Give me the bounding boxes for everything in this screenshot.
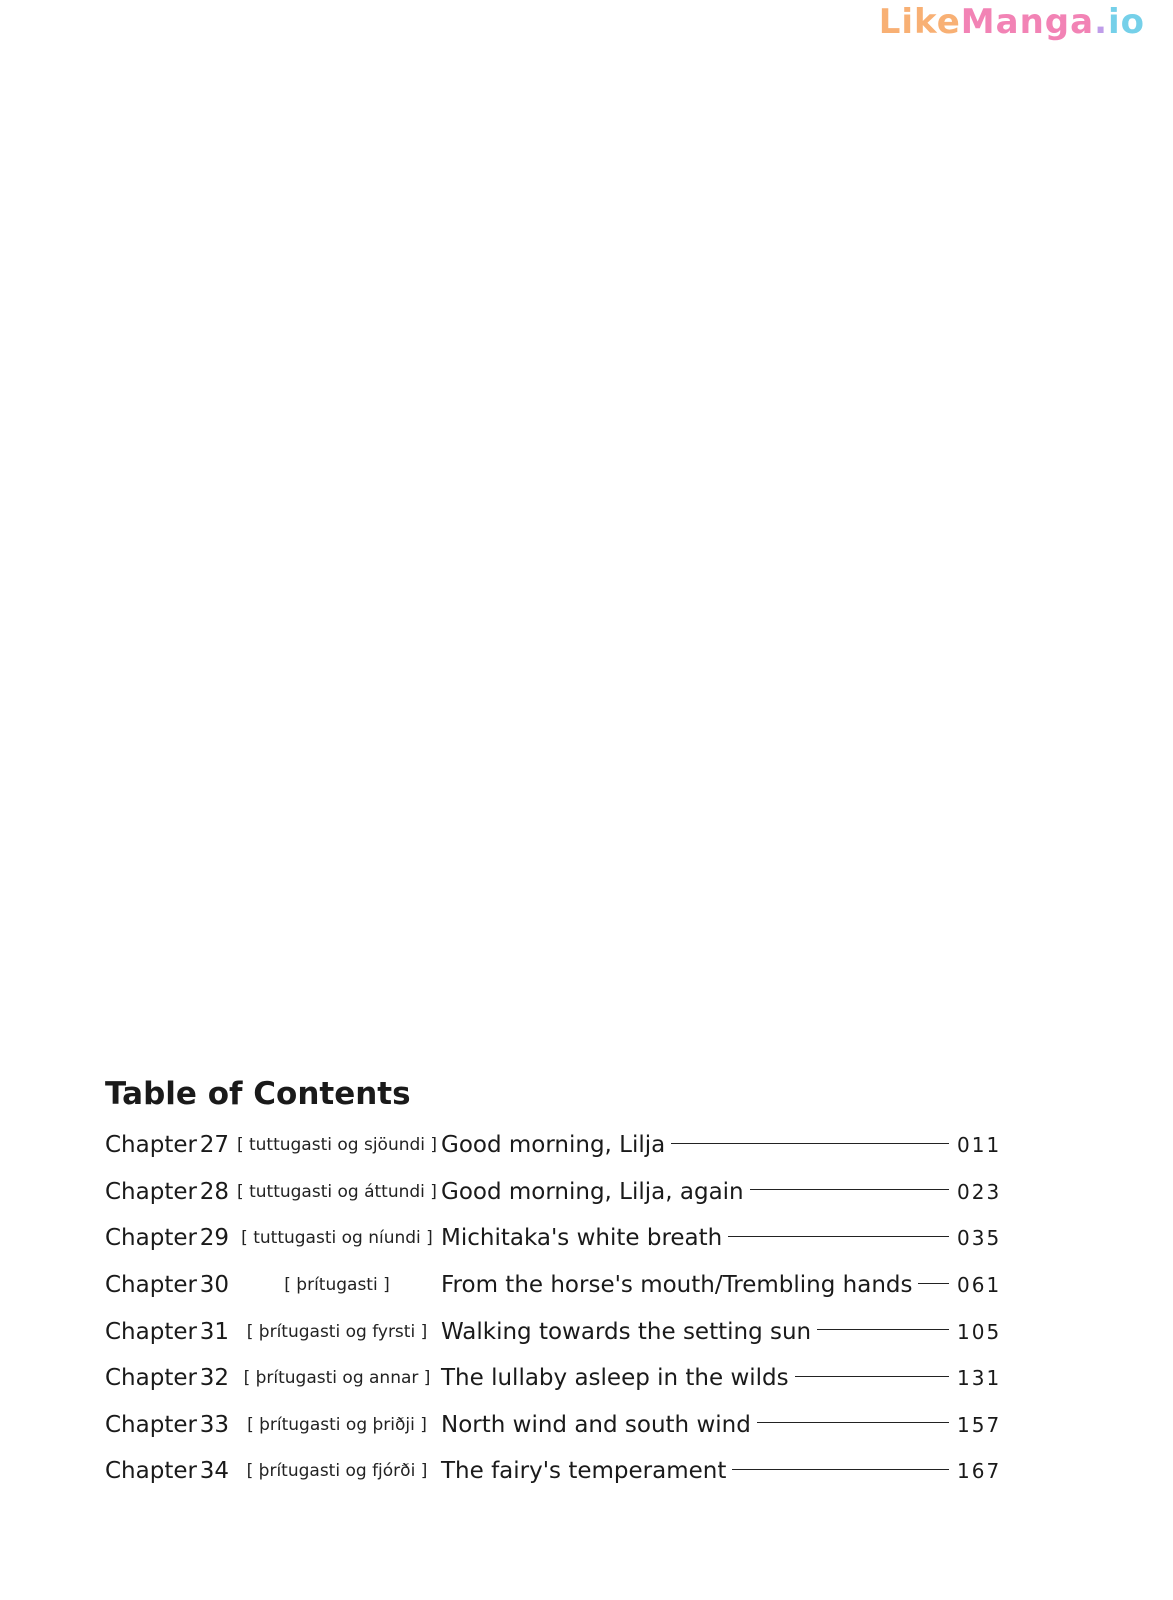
chapter-number: 28 — [199, 1178, 229, 1205]
leader-line — [732, 1469, 949, 1470]
chapter-word: Chapter — [105, 1411, 197, 1438]
chapter-title: Good morning, Lilja, again — [441, 1178, 744, 1205]
toc-entry-33 — [105, 1402, 1005, 1449]
chapter-word: Chapter — [105, 1178, 197, 1205]
chapter-page: 167 — [957, 1459, 1002, 1484]
chapter-label — [105, 1458, 235, 1484]
chapter-page: 023 — [957, 1179, 1002, 1204]
chapter-page: 105 — [957, 1319, 1002, 1344]
chapter-number: 31 — [199, 1318, 229, 1345]
chapter-page: 157 — [957, 1412, 1002, 1437]
toc-entry-30 — [105, 1262, 1005, 1309]
chapter-word: Chapter — [105, 1225, 197, 1252]
watermark-logo — [879, 2, 1145, 42]
chapter-word: Chapter — [105, 1458, 197, 1485]
chapter-title: The lullaby asleep in the wilds — [441, 1365, 789, 1392]
chapter-icelandic: [ tuttugasti og níundi ] — [241, 1228, 433, 1249]
chapter-word: Chapter — [105, 1365, 197, 1392]
leader-line — [795, 1376, 949, 1377]
toc-entry-32 — [105, 1355, 1005, 1402]
toc-entry-31 — [105, 1308, 1005, 1355]
chapter-number: 32 — [199, 1365, 229, 1392]
chapter-word: Chapter — [105, 1318, 197, 1345]
toc-entry-34 — [105, 1448, 1005, 1495]
chapter-title: Good morning, Lilja — [441, 1132, 666, 1159]
watermark-part-like: Like — [878, 2, 961, 42]
chapter-icelandic: [ þrítugasti og þriðji ] — [247, 1414, 427, 1435]
toc-entry-28 — [105, 1169, 1005, 1216]
chapter-label — [105, 1272, 235, 1298]
chapter-icelandic: [ þrítugasti og fyrsti ] — [246, 1321, 428, 1342]
chapter-label — [105, 1412, 235, 1438]
watermark-part-manga: Manga — [960, 2, 1095, 42]
watermark-part-io: io — [1107, 2, 1145, 42]
chapter-title: From the horse's mouth/Trembling hands — [441, 1272, 913, 1299]
chapter-page: 035 — [957, 1226, 1002, 1251]
chapter-number: 30 — [199, 1272, 229, 1299]
toc-title: Table of Contents — [105, 1076, 411, 1112]
chapter-label — [105, 1179, 235, 1205]
chapter-icelandic: [ tuttugasti og sjöundi ] — [236, 1135, 438, 1156]
chapter-number: 34 — [199, 1458, 229, 1485]
leader-line — [750, 1189, 949, 1190]
chapter-icelandic: [ tuttugasti og áttundi ] — [237, 1181, 437, 1202]
watermark-part-dot: . — [1094, 2, 1108, 42]
chapter-icelandic: [ þrítugasti og annar ] — [243, 1368, 431, 1389]
chapter-label — [105, 1319, 235, 1345]
chapter-title: Walking towards the setting sun — [441, 1318, 812, 1345]
chapter-word: Chapter — [105, 1272, 197, 1299]
leader-line — [728, 1236, 949, 1237]
chapter-number: 27 — [199, 1132, 229, 1159]
leader-line — [817, 1329, 949, 1330]
toc-entry-27 — [105, 1122, 1005, 1169]
chapter-title: The fairy's temperament — [441, 1458, 727, 1485]
chapter-label — [105, 1225, 235, 1251]
chapter-word: Chapter — [105, 1132, 197, 1159]
chapter-number: 29 — [199, 1225, 229, 1252]
chapter-label — [105, 1365, 235, 1391]
leader-line — [671, 1143, 949, 1144]
chapter-icelandic: [ þrítugasti og fjórði ] — [246, 1461, 428, 1482]
chapter-page: 131 — [957, 1366, 1002, 1391]
table-of-contents — [105, 1072, 1005, 1495]
chapter-title: Michitaka's white breath — [441, 1225, 723, 1252]
chapter-page: 061 — [957, 1273, 1002, 1298]
leader-line — [757, 1422, 949, 1423]
chapter-label — [105, 1132, 235, 1158]
toc-entry-29 — [105, 1215, 1005, 1262]
chapter-icelandic: [ þrítugasti ] — [284, 1275, 390, 1296]
chapter-number: 33 — [199, 1411, 229, 1438]
chapter-title: North wind and south wind — [441, 1411, 751, 1438]
chapter-page: 011 — [957, 1133, 1002, 1158]
leader-line — [918, 1283, 949, 1284]
